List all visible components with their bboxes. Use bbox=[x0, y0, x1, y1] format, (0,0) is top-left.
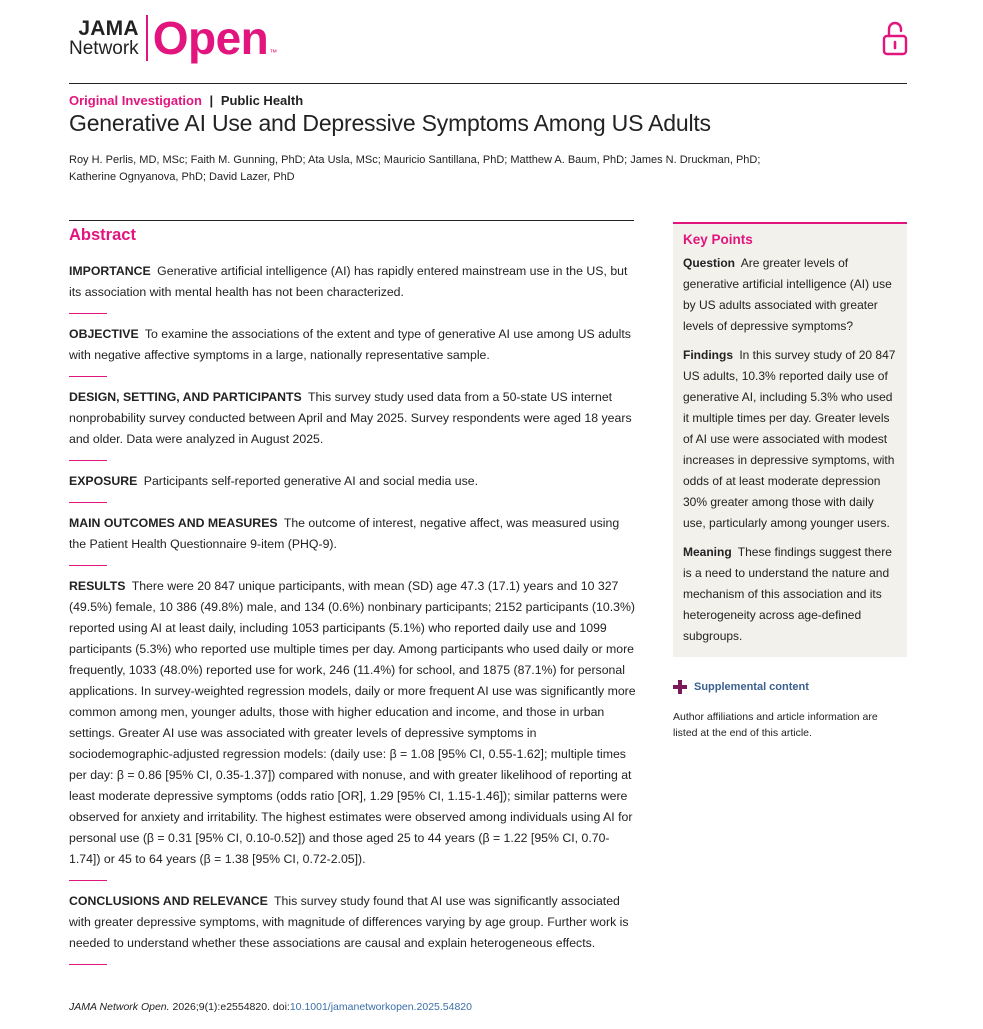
abstract-design bbox=[69, 387, 637, 450]
abstract-conclusions bbox=[69, 891, 637, 954]
section-divider bbox=[69, 313, 107, 314]
section-divider bbox=[69, 376, 107, 377]
section-divider bbox=[69, 880, 107, 881]
section-label: OBJECTIVE bbox=[69, 327, 139, 341]
supplemental-content-link[interactable] bbox=[673, 680, 809, 694]
authors-line: Roy H. Perlis, MD, MSc; Faith M. Gunning, PhD; Ata Usla, MSc; Mauricio Santillana, PhD; Matthew A. Baum, PhD; James N. Druckman, PhD; bbox=[69, 154, 761, 166]
abstract-body bbox=[69, 261, 637, 975]
abstract-heading: Abstract bbox=[69, 226, 136, 244]
author-list bbox=[69, 152, 789, 186]
section-divider bbox=[69, 460, 107, 461]
logo-wordmark bbox=[69, 15, 146, 61]
journal-logo[interactable] bbox=[69, 12, 278, 64]
section-label: CONCLUSIONS AND RELEVANCE bbox=[69, 894, 268, 908]
logo-jama: JAMA bbox=[78, 16, 139, 40]
category-topic[interactable]: Public Health bbox=[220, 93, 304, 108]
key-point-label: Meaning bbox=[683, 545, 732, 559]
section-text: To examine the associations of the extent and type of generative AI use among US adults with negative affective symptoms in a large, nationally representative sample. bbox=[69, 327, 631, 362]
key-points-box bbox=[673, 222, 907, 657]
citation-journal: JAMA Network Open. bbox=[69, 1001, 170, 1013]
key-point-question bbox=[683, 253, 897, 337]
article-title: Generative AI Use and Depressive Symptoms Among US Adults bbox=[69, 110, 711, 136]
abstract-rule bbox=[69, 220, 634, 221]
category-separator: | bbox=[209, 93, 214, 108]
authors-line: Katherine Ognyanova, PhD; David Lazer, PhD bbox=[69, 171, 295, 183]
open-access-lock-icon[interactable] bbox=[882, 20, 908, 56]
section-label: DESIGN, SETTING, AND PARTICIPANTS bbox=[69, 390, 302, 404]
section-divider bbox=[69, 565, 107, 566]
abstract-outcomes bbox=[69, 513, 637, 555]
plus-icon bbox=[673, 680, 687, 694]
section-label: IMPORTANCE bbox=[69, 264, 151, 278]
key-point-label: Findings bbox=[683, 348, 733, 362]
citation-details: 2026;9(1):e2554820. doi: bbox=[172, 1001, 290, 1013]
key-point-findings bbox=[683, 345, 897, 534]
section-text: This survey study found that AI use was significantly associated with greater depressive symptoms, with magnitude of differences varying by age group. Further work is needed to understand whether these associations are causal and explain heterogeneous effects. bbox=[69, 894, 629, 950]
section-divider bbox=[69, 964, 107, 965]
section-text: This survey study used data from a 50-state US internet nonprobability survey conducted between April and May 2025. Survey respondents were aged 18 years and older. Data were analyzed in August 2025. bbox=[69, 390, 632, 446]
key-point-text: These findings suggest there is a need to understand the nature and mechanism of this association and its heterogeneity across age-defined subgroups. bbox=[683, 545, 892, 643]
key-point-meaning bbox=[683, 542, 897, 647]
affiliations-note: Author affiliations and article information are listed at the end of this article. bbox=[673, 711, 878, 739]
abstract-exposure bbox=[69, 471, 637, 492]
key-point-text: In this survey study of 20 847 US adults, 10.3% reported daily use of generative AI, including 5.3% who used it multiple times per day. Greater levels of AI use were associated with modest increases in depressive symptoms, with odds of at least moderate depression 30% greater among those with daily use, particularly among younger users. bbox=[683, 348, 896, 530]
key-point-label: Question bbox=[683, 256, 736, 270]
section-label: MAIN OUTCOMES AND MEASURES bbox=[69, 516, 278, 530]
abstract-importance bbox=[69, 261, 637, 303]
section-text: Participants self-reported generative AI and social media use. bbox=[143, 474, 479, 488]
article-category bbox=[69, 93, 303, 108]
citation-doi-link[interactable]: 10.1001/jamanetworkopen.2025.54820 bbox=[289, 1001, 472, 1013]
section-text: The outcome of interest, negative affect, was measured using the Patient Health Questionnaire 9-item (PHQ-9). bbox=[69, 516, 620, 551]
section-divider bbox=[69, 502, 107, 503]
abstract-results bbox=[69, 576, 637, 870]
supplemental-label[interactable]: Supplemental content bbox=[694, 681, 809, 693]
section-text: There were 20 847 unique participants, with mean (SD) age 47.3 (17.1) years and 10 327 (49.5%) female, 10 386 (49.8%) male, and 134 (0.6%) nonbinary participants; 2152 participants (10.3%) reported using AI at least daily, including 1053 participants (5.1%) who reported daily use and 1099 participants (5.3%) who reported use multiple times per day. Among participants who used daily or more frequently, 1033 (48.0%) reported use for work, 246 (11.4%) for school, and 1875 (87.1%) for personal applications. In survey-weighted regression models, daily or more frequent AI use was significantly more common among men, younger adults, those with higher education and income, and those in urban settings. Greater AI use was associated with greater levels of depressive symptoms in sociodemographic-adjusted regression models: (daily use: β = 1.08 [95% CI, 0.55-1.62]; multiple times per day: β = 0.86 [95% CI, 0.35-1.37]) compared with nonuse, and with greater likelihood of reporting at least moderate depressive symptoms (odds ratio [OR], 1.29 [95% CI, 1.15-1.46]); similar patterns were observed for anxiety and irritability. The highest estimates were observed among individuals using AI for personal use (β = 0.31 [95% CI, 0.10-0.52]) and those aged 25 to 44 years (β = 1.22 [95% CI, 0.70-1.74]) or 45 to 64 years (β = 1.38 [95% CI, 0.72-2.05]). bbox=[69, 579, 636, 866]
category-type[interactable]: Original Investigation bbox=[69, 93, 202, 108]
logo-open: Open bbox=[152, 12, 269, 64]
abstract-objective bbox=[69, 324, 637, 366]
key-point-text: Are greater levels of generative artificial intelligence (AI) use by US adults associated with greater levels of depressive symptoms? bbox=[683, 256, 892, 333]
key-points-heading: Key Points bbox=[683, 232, 753, 247]
section-label: RESULTS bbox=[69, 579, 126, 593]
section-label: EXPOSURE bbox=[69, 474, 138, 488]
logo-trademark: ™ bbox=[269, 48, 278, 57]
header-rule bbox=[69, 83, 907, 84]
citation-line bbox=[69, 1001, 472, 1013]
logo-network: Network bbox=[69, 37, 139, 59]
section-text: Generative artificial intelligence (AI) has rapidly entered mainstream use in the US, but its association with mental health has not been characterized. bbox=[69, 264, 628, 299]
